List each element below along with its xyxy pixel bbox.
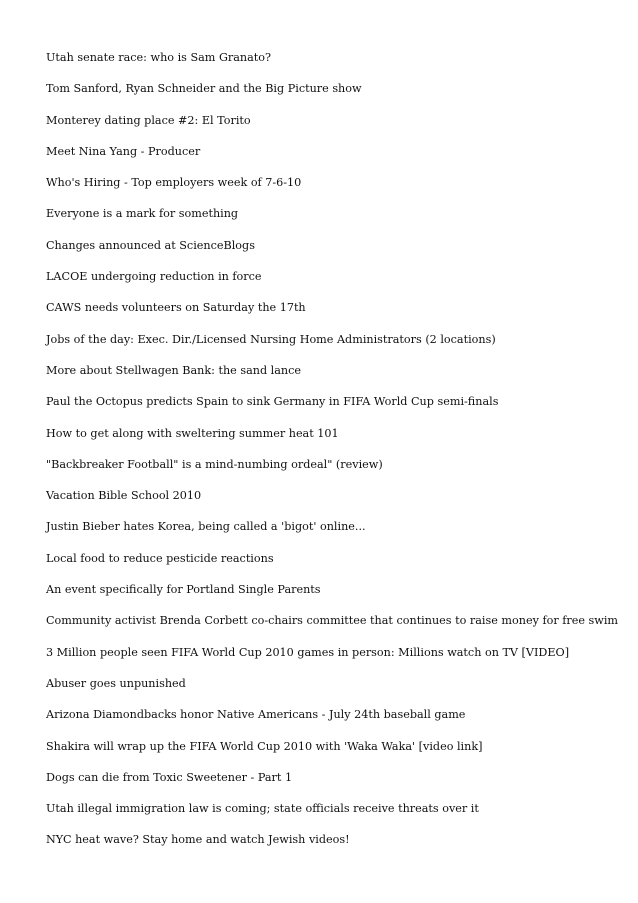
- headline-item: An event specifically for Portland Single Parents: [46, 583, 321, 597]
- headline-item: Shakira will wrap up the FIFA World Cup 2010 with 'Waka Waka' [video link]: [46, 739, 483, 753]
- headline-list: [46, 48, 626, 862]
- headline-item: How to get along with sweltering summer heat 101: [46, 426, 339, 440]
- headline-item: Tom Sanford, Ryan Schneider and the Big Picture show: [46, 82, 362, 96]
- headline-item: Monterey dating place #2: El Torito: [46, 113, 251, 127]
- headline-item: Arizona Diamondbacks honor Native Americans - July 24th baseball game: [46, 708, 466, 722]
- headline-item: Utah illegal immigration law is coming; state officials receive threats over it: [46, 802, 479, 816]
- headline-item: Paul the Octopus predicts Spain to sink Germany in FIFA World Cup semi-finals: [46, 395, 499, 409]
- headline-item: More about Stellwagen Bank: the sand lance: [46, 363, 302, 377]
- headline-item: Abuser goes unpunished: [46, 676, 186, 690]
- headline-item: Everyone is a mark for something: [46, 207, 239, 221]
- headline-item: LACOE undergoing reduction in force: [46, 270, 262, 284]
- headline-item: Local food to reduce pesticide reactions: [46, 551, 274, 565]
- headline-item: Justin Bieber hates Korea, being called a 'bigot' online...: [46, 520, 366, 534]
- headline-item: Who's Hiring - Top employers week of 7-6-10: [46, 176, 302, 190]
- headline-item: Dogs can die from Toxic Sweetener - Part 1: [46, 770, 293, 784]
- headline-item: 3 Million people seen FIFA World Cup 2010 games in person: Millions watch on TV [VIDEO]: [46, 645, 570, 659]
- headline-item: Jobs of the day: Exec. Dir./Licensed Nursing Home Administrators (2 locations): [46, 332, 496, 346]
- headline-item: Changes announced at ScienceBlogs: [46, 238, 255, 252]
- headline-item: Utah senate race: who is Sam Granato?: [46, 51, 272, 64]
- headline-item: Vacation Bible School 2010: [46, 489, 202, 503]
- headline-item: CAWS needs volunteers on Saturday the 17th: [46, 301, 306, 315]
- headline-item: Community activist Brenda Corbett co-chairs committee that continues to raise money for free swim: [46, 614, 619, 628]
- headline-item: Meet Nina Yang - Producer: [46, 144, 201, 158]
- headline-item: "Backbreaker Football" is a mind-numbing ordeal" (review): [46, 457, 383, 471]
- headline-item: NYC heat wave? Stay home and watch Jewish videos!: [46, 833, 350, 847]
